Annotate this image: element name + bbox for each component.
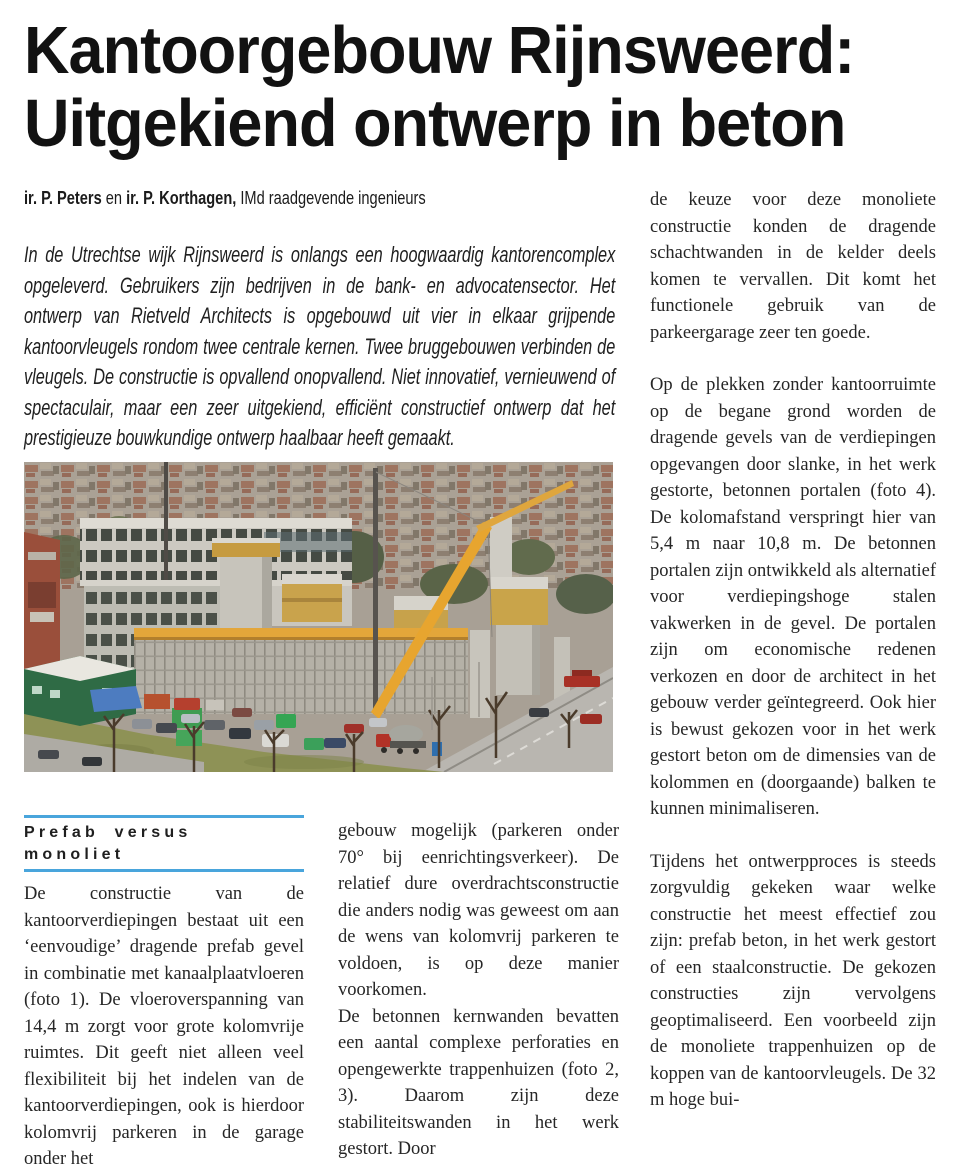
body-paragraph: de keuze voor deze monoliete constructie konden de dragende schachtwanden in de kelder deels komen te vervallen. Dit komt het functionele gebruik van de parkeergarage zeer ten goede. — [650, 190, 936, 343]
column-middle — [338, 818, 619, 1163]
article-title-line2: Uitgekiend ontwerp in beton — [24, 86, 846, 161]
body-paragraph: gebouw mogelijk (parkeren onder 70° bij eenrichtingsverkeer). De relatief dure overdrachtsconstructie die anders nodig was geweest om aan de wens van kolomvrij parkeren te voldoen, is op deze manier voorkomen. — [338, 821, 619, 1000]
body-paragraph: Tijdens het ontwerpproces is steeds zorgvuldig gekeken waar welke constructie het meest effectief zou zijn: prefab beton, in het werk gestort of een staalconstructie. De gekozen constructies zijn vervolgens geoptimaliseerd. Een voorbeeld zijn de monoliete trappenhuizen op de koppen van de kantoorvleugels. De 32 m hoge bui- — [650, 851, 936, 1110]
construction-photo — [24, 462, 613, 772]
construction-photo-graphic — [24, 462, 613, 772]
byline-connector: en — [101, 187, 127, 208]
author-2: ir. P. Korthagen, — [126, 187, 237, 208]
brick-building — [24, 532, 60, 677]
intro-text: In de Utrechtse wijk Rijnsweerd is onlangs een hoogwaardig kantorencomplex opgeleverd. Gebruikers zijn bedrijven in de bank- en advocatensector. Het ontwerp van Rietveld Architects is opgebouwd uit vier in elkaar grijpende kantoorvleugels rondom twee centrale kernen. Twee bruggebouwen verbinden de vleugels. De constructie is opvallend onopvallend. Niet innovatief, vernieuwend of spectaculair, maar een zeer uitgekiend, efficiënt constructief ontwerp dat het prestigieuze bouwkundige ontwerp haalbaar heeft gemaakt. — [24, 242, 616, 450]
column-left — [24, 815, 304, 1173]
byline — [24, 186, 532, 210]
article-title — [24, 14, 907, 160]
byline-affiliation: IMd raadgevende ingenieurs — [236, 187, 426, 208]
author-1: ir. P. Peters — [24, 187, 102, 208]
article-title-line1: Kantoorgebouw Rijnsweerd: — [24, 13, 855, 88]
body-paragraph: De betonnen kernwanden bevatten een aantal complexe perforaties en opengewerkte trappenhuizen (foto 2, 3). Daarom zijn deze stabiliteitswanden in het werk gestort. Door — [338, 1006, 619, 1159]
body-paragraph: De constructie van de kantoorverdiepingen bestaat uit een ‘eenvoudige’ dragende prefab gevel in combinatie met kanaalplaatvloeren (foto 1). De vloeroverspanning van 14,4 m zorgt voor grote kolomvrije ruimtes. Dit geeft niet alleen veel flexibiliteit bij het indelen van de kantoorverdiepingen, ook is hierdoor kolomvrij parkeren in de garage onder het — [24, 884, 304, 1169]
section-heading-prefab-versus-monoliet: Prefab versus monoliet — [24, 824, 192, 863]
body-paragraph: Op de plekken zonder kantoorruimte op de begane grond worden de dragende gevels van de verdiepingen opgevangen door slanke, in het werk gestorte, betonnen portalen (foto 4). De kolomafstand verspringt hier van 5,4 m naar 10,8 m. De betonnen portalen zijn ontwikkeld als alternatief voor verdiepingshoge stalen vakwerken in de gevel. De portalen zijn om economische redenen verkozen en door de architect in het gebouw verder geïntegreerd. Ook hier is bewust gekozen voor in het werk gestort beton om de dimensies van de kolommen en (doorgaande) balken te kunnen minimaliseren. — [650, 375, 936, 819]
section-rule-bottom — [24, 869, 304, 872]
column-right — [650, 187, 936, 1114]
